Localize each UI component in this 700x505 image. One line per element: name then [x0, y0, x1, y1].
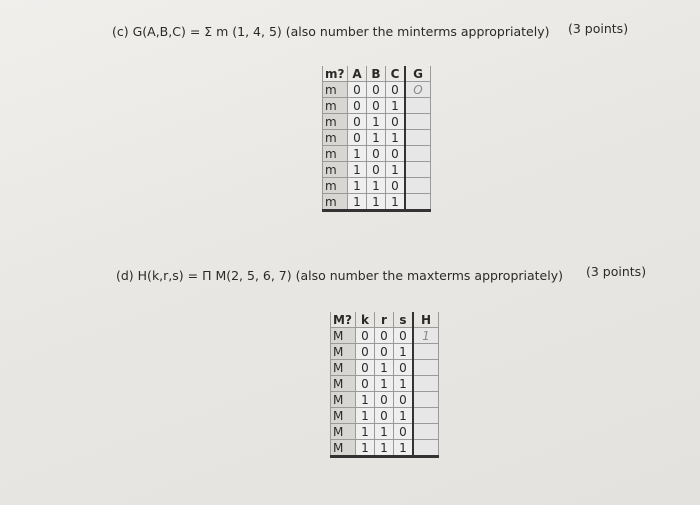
input-bit-cell: 0	[356, 344, 375, 360]
input-bit-cell: 0	[375, 344, 394, 360]
input-bit-cell: 0	[356, 376, 375, 392]
term-label-cell: M	[331, 440, 356, 457]
input-bit-cell: 0	[386, 178, 406, 194]
table-header-row	[323, 66, 431, 82]
header-a: A	[348, 66, 367, 82]
term-label-cell: m	[323, 98, 348, 114]
table-row	[331, 360, 439, 376]
input-bit-cell: 0	[375, 392, 394, 408]
term-label-cell: m	[323, 114, 348, 130]
input-bit-cell: 1	[386, 194, 406, 211]
header-k: k	[356, 312, 375, 328]
input-bit-cell: 1	[348, 162, 367, 178]
term-label-cell: M	[331, 424, 356, 440]
table-row	[323, 194, 431, 211]
term-label-cell: m	[323, 178, 348, 194]
points-d: (3 points)	[586, 264, 647, 279]
input-bit-cell: 0	[394, 424, 414, 440]
input-bit-cell: 1	[348, 178, 367, 194]
input-bit-cell: 1	[356, 392, 375, 408]
input-bit-cell: 1	[394, 376, 414, 392]
output-cell	[413, 376, 439, 392]
output-cell	[405, 194, 431, 211]
output-cell	[413, 344, 439, 360]
input-bit-cell: 0	[394, 328, 414, 344]
term-label-cell: m	[323, 162, 348, 178]
table-header-row	[331, 312, 439, 328]
input-bit-cell: 1	[394, 408, 414, 424]
input-bit-cell: 0	[375, 408, 394, 424]
input-bit-cell: 0	[356, 360, 375, 376]
table-row	[323, 178, 431, 194]
table-row	[331, 424, 439, 440]
output-cell	[413, 392, 439, 408]
input-bit-cell: 1	[375, 376, 394, 392]
table-row	[331, 392, 439, 408]
input-bit-cell: 0	[394, 360, 414, 376]
input-bit-cell: 0	[348, 130, 367, 146]
term-label-cell: M	[331, 392, 356, 408]
output-cell	[413, 360, 439, 376]
input-bit-cell: 0	[348, 114, 367, 130]
output-cell	[405, 130, 431, 146]
input-bit-cell: 1	[367, 194, 386, 211]
input-bit-cell: 1	[394, 440, 414, 457]
input-bit-cell: 0	[367, 98, 386, 114]
input-bit-cell: 0	[386, 82, 406, 98]
header-c: C	[386, 66, 406, 82]
input-bit-cell: 1	[375, 360, 394, 376]
input-bit-cell: 0	[348, 82, 367, 98]
output-cell	[413, 440, 439, 457]
term-label-cell: m	[323, 146, 348, 162]
output-cell	[405, 162, 431, 178]
input-bit-cell: 0	[386, 114, 406, 130]
output-cell	[413, 424, 439, 440]
input-bit-cell: 1	[356, 440, 375, 457]
table-row	[331, 440, 439, 457]
table-row	[331, 408, 439, 424]
header-r: r	[375, 312, 394, 328]
output-cell: 1	[413, 328, 439, 344]
term-label-cell: m	[323, 194, 348, 211]
input-bit-cell: 0	[356, 328, 375, 344]
truth-table-d	[330, 312, 439, 458]
output-cell	[405, 114, 431, 130]
table-row	[323, 130, 431, 146]
input-bit-cell: 1	[356, 424, 375, 440]
output-cell	[405, 146, 431, 162]
header-b: B	[367, 66, 386, 82]
term-label-cell: m	[323, 130, 348, 146]
input-bit-cell: 0	[386, 146, 406, 162]
table-row	[323, 162, 431, 178]
input-bit-cell: 1	[367, 130, 386, 146]
input-bit-cell: 1	[386, 98, 406, 114]
header-g: G	[405, 66, 431, 82]
table-row	[331, 376, 439, 392]
term-label-cell: M	[331, 376, 356, 392]
table-row	[331, 344, 439, 360]
term-label-cell: M	[331, 408, 356, 424]
term-label-cell: M	[331, 360, 356, 376]
header-s: s	[394, 312, 414, 328]
points-c: (3 points)	[568, 21, 629, 36]
input-bit-cell: 0	[348, 98, 367, 114]
header-h: H	[413, 312, 439, 328]
output-cell	[405, 98, 431, 114]
input-bit-cell: 1	[367, 178, 386, 194]
term-label-cell: M	[331, 344, 356, 360]
input-bit-cell: 1	[375, 424, 394, 440]
input-bit-cell: 0	[367, 146, 386, 162]
input-bit-cell: 1	[356, 408, 375, 424]
table-row	[323, 146, 431, 162]
output-cell	[405, 178, 431, 194]
input-bit-cell: 1	[375, 440, 394, 457]
header-minterm: m?	[323, 66, 348, 82]
table-row	[323, 82, 431, 98]
table-row	[331, 328, 439, 344]
header-maxterm: M?	[331, 312, 356, 328]
input-bit-cell: 0	[375, 328, 394, 344]
term-label-cell: m	[323, 82, 348, 98]
table-row	[323, 114, 431, 130]
question-c: (c) G(A,B,C) = Σ m (1, 4, 5) (also number the minterms appropriately)	[112, 24, 550, 39]
table-row	[323, 98, 431, 114]
input-bit-cell: 1	[367, 114, 386, 130]
input-bit-cell: 1	[386, 162, 406, 178]
input-bit-cell: 1	[348, 194, 367, 211]
input-bit-cell: 0	[367, 82, 386, 98]
term-label-cell: M	[331, 328, 356, 344]
question-d: (d) H(k,r,s) = Π M(2, 5, 6, 7) (also number the maxterms appropriately)	[116, 268, 563, 283]
input-bit-cell: 1	[386, 130, 406, 146]
output-cell: O	[405, 82, 431, 98]
input-bit-cell: 0	[367, 162, 386, 178]
output-cell	[413, 408, 439, 424]
input-bit-cell: 1	[348, 146, 367, 162]
input-bit-cell: 0	[394, 392, 414, 408]
truth-table-c	[322, 66, 431, 212]
input-bit-cell: 1	[394, 344, 414, 360]
